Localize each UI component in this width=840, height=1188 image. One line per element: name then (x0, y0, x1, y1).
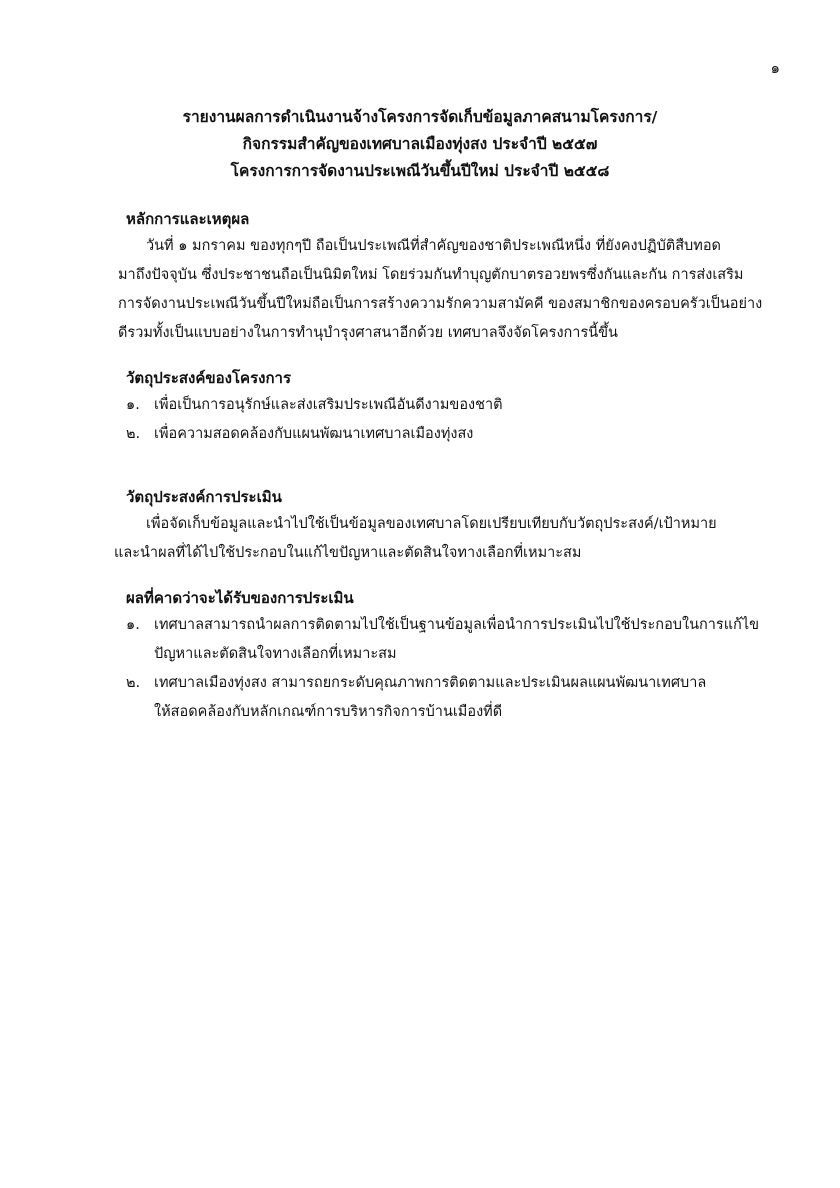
expected-result-text-1 (154, 611, 759, 669)
principle-line-3: การจัดงานประเพณีวันขึ้นปีใหม่ถือเป็นการสร้างความรักความสามัคคี ของสมาชิกของครอบครัวเป็นอย่าง (118, 296, 763, 312)
objectives-heading: วัตถุประสงค์ของโครงการ (126, 369, 292, 387)
expected-result-num-2: ๒. (126, 675, 141, 691)
principle-section (118, 206, 763, 348)
evaluation-objective-line-2: และนำผลที่ได้ไปใช้ประกอบในแก้ไขปัญหาและตัดสินใจทางเลือกที่เหมาะสม (114, 545, 582, 561)
expected-result-1-line-2: ปัญหาและตัดสินใจทางเลือกที่เหมาะสม (154, 646, 397, 662)
principle-line-4: ดีรวมทั้งเป็นแบบอย่างในการทำนุบำรุงศาสนาอีกด้วย เทศบาลจึงจัดโครงการนี้ขึ้น (118, 325, 618, 341)
evaluation-objective-section (114, 484, 744, 568)
objective-text-1: เพื่อเป็นการอนุรักษ์และส่งเสริมประเพณีอันดีงามของชาติ (154, 397, 503, 413)
objective-text-2: เพื่อความสอดคล้องกับแผนพัฒนาเทศบาลเมืองทุ่งสง (154, 426, 474, 442)
expected-result-num-1: ๑. (126, 617, 140, 633)
title-line-3: โครงการการจัดงานประเพณีวันขึ้นปีใหม่ ประจำปี ๒๕๕๘ (230, 162, 610, 180)
title-line-2: กิจกรรมสำคัญของเทศบาลเมืองทุ่งสง ประจำปี ๒๕๕๗ (242, 135, 598, 153)
objective-num-2: ๒. (126, 426, 141, 442)
evaluation-objective-line-1: เพื่อจัดเก็บข้อมูลและนำไปใช้เป็นข้อมูลของเทศบาลโดยเปรียบเทียบกับวัตถุประสงค์/เป้าหมาย (146, 516, 717, 532)
objective-num-1: ๑. (126, 397, 140, 413)
expected-result-2-line-2: ให้สอดคล้องกับหลักเกณฑ์การบริหารกิจการบ้านเมืองที่ดี (154, 704, 503, 720)
objective-item-2 (118, 420, 738, 449)
principle-line-2: มาถึงปัจจุบัน ซึ่งประชาชนถือเป็นนิมิตใหม่ โดยร่วมกันทำบุญตักบาตรอวยพรซึ่งกันและกัน การส่งเสริม (118, 267, 744, 283)
expected-results-section (118, 585, 760, 727)
expected-result-item-2 (118, 669, 738, 727)
expected-result-2-line-1: เทศบาลเมืองทุ่งสง สามารถยกระดับคุณภาพการติดตามและประเมินผลแผนพัฒนาเทศบาล (154, 675, 707, 691)
principle-line-1: วันที่ ๑ มกราคม ของทุกๆปี ถือเป็นประเพณีที่สำคัญของชาติประเพณีหนึ่ง ที่ยังคงปฏิบัติสืบทอด (146, 238, 721, 254)
page-number: ๑ (770, 59, 780, 77)
objective-item-1 (118, 391, 738, 420)
expected-results-heading: ผลที่คาดว่าจะได้รับของการประเมิน (126, 589, 354, 607)
title-line-1: รายงานผลการดำเนินงานจ้างโครงการจัดเก็บข้อมูลภาคสนามโครงการ/ (182, 108, 658, 126)
principle-heading: หลักการและเหตุผล (126, 210, 250, 228)
document-title (0, 104, 840, 185)
objectives-section (118, 365, 738, 449)
expected-result-item-1 (118, 611, 760, 669)
expected-result-text-2 (154, 669, 738, 727)
evaluation-objective-heading: วัตถุประสงค์การประเมิน (126, 488, 282, 506)
expected-result-1-line-1: เทศบาลสามารถนำผลการติดตามไปใช้เป็นฐานข้อมูลเพื่อนำการประเมินไปใช้ประกอบในการแก้ไข (154, 617, 760, 633)
